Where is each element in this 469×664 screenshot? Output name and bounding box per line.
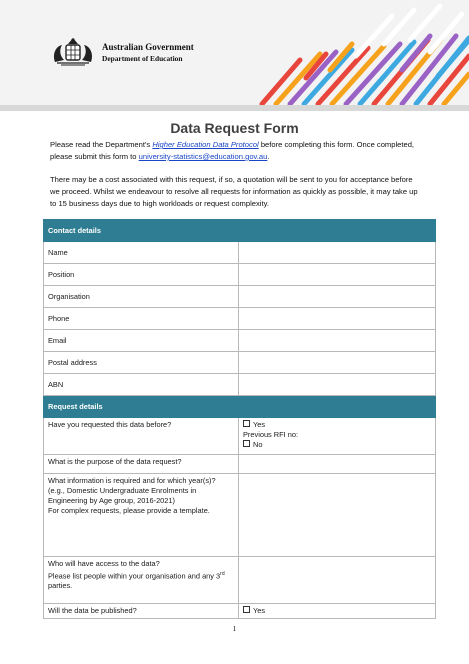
table-row xyxy=(44,330,436,352)
intro-paragraph-2: There may be a cost associated with this request, if so, a quotation will be sent to you for acceptance before we proceed. Whilst we endeavour to resolve all requests for information as quickly as possible, it may take up to 15 business days due to high workloads or request complexity. xyxy=(50,175,418,208)
checkbox-option-yes[interactable] xyxy=(243,420,431,430)
data-protocol-link-text: Higher Education Data Protocol xyxy=(152,140,259,149)
checkbox-icon[interactable] xyxy=(243,420,250,427)
field-label: Postal address xyxy=(44,352,239,374)
question-label xyxy=(44,474,239,557)
answer-cell xyxy=(239,604,436,619)
option-label: No xyxy=(253,440,263,449)
contact-section-header xyxy=(44,220,436,242)
question-note-text: Please list people within your organisation and any 3 xyxy=(48,571,221,581)
field-input[interactable] xyxy=(239,286,436,308)
question-text: Who will have access to the data? xyxy=(48,559,160,568)
field-label: Position xyxy=(44,264,239,286)
data-protocol-link[interactable] xyxy=(152,140,258,149)
request-form-table xyxy=(43,219,436,619)
header-rule xyxy=(0,105,469,111)
field-label: Email xyxy=(44,330,239,352)
intro-text: . xyxy=(267,152,270,161)
intro-text: Please read the Department's xyxy=(50,140,153,149)
checkbox-option-no[interactable] xyxy=(243,440,431,450)
ordinal-suffix: rd xyxy=(220,571,225,577)
field-input[interactable] xyxy=(239,264,436,286)
section-heading: Contact details xyxy=(44,220,436,242)
table-row xyxy=(44,242,436,264)
checkbox-icon[interactable] xyxy=(243,440,250,447)
previous-rfi-label: Previous RFI no: xyxy=(243,430,299,439)
page-number: 1 xyxy=(232,624,237,633)
field-input[interactable] xyxy=(239,308,436,330)
table-row xyxy=(44,286,436,308)
option-label: Yes xyxy=(253,420,266,429)
question-note xyxy=(48,569,234,591)
field-label: ABN xyxy=(44,374,239,396)
question-label xyxy=(44,557,239,604)
table-row xyxy=(44,352,436,374)
field-label: Phone xyxy=(44,308,239,330)
question-label: What is the purpose of the data request? xyxy=(44,455,239,474)
answer-cell xyxy=(239,418,436,455)
page-header xyxy=(0,0,469,111)
agency-name xyxy=(102,42,194,64)
answer-cell[interactable] xyxy=(239,474,436,557)
question-note-text: parties. xyxy=(48,581,73,591)
field-label: Name xyxy=(44,242,239,264)
stripe xyxy=(346,44,400,104)
field-label: Organisation xyxy=(44,286,239,308)
question-text: What information is required and for which year(s)? (e.g., Domestic Undergraduate Enrolments in Engineering by Age group, 2016-2021) xyxy=(48,476,216,505)
coat-of-arms-icon xyxy=(49,36,97,66)
submission-email-link[interactable]: university-statistics@education.gov.au xyxy=(138,152,268,161)
field-input[interactable] xyxy=(239,242,436,264)
table-row xyxy=(44,264,436,286)
field-input[interactable] xyxy=(239,374,436,396)
question-label: Will the data be published? xyxy=(44,604,239,619)
checkbox-icon[interactable] xyxy=(243,606,250,613)
field-input[interactable] xyxy=(239,330,436,352)
field-input[interactable] xyxy=(239,352,436,374)
question-note: For complex requests, please provide a template. xyxy=(48,506,210,515)
intro-text: before completing this form. Once completed, please submit this form to xyxy=(50,140,415,161)
option-label: Yes xyxy=(253,606,266,615)
table-row xyxy=(44,474,436,557)
answer-cell[interactable] xyxy=(239,455,436,474)
table-row xyxy=(44,308,436,330)
table-row xyxy=(44,557,436,604)
section-heading: Request details xyxy=(44,396,436,418)
table-row xyxy=(44,455,436,474)
question-label: Have you requested this data before? xyxy=(44,418,239,455)
intro-paragraph-1 xyxy=(50,139,422,163)
table-row xyxy=(44,418,436,455)
agency-line-2: Department of Education xyxy=(102,54,183,63)
request-section-header xyxy=(44,396,436,418)
table-row xyxy=(44,374,436,396)
page-title: Data Request Form xyxy=(170,120,299,136)
stripe xyxy=(356,16,392,56)
answer-cell[interactable] xyxy=(239,557,436,604)
table-row xyxy=(44,604,436,619)
checkbox-option-yes[interactable] xyxy=(243,606,431,616)
agency-line-1: Australian Government xyxy=(102,42,194,52)
